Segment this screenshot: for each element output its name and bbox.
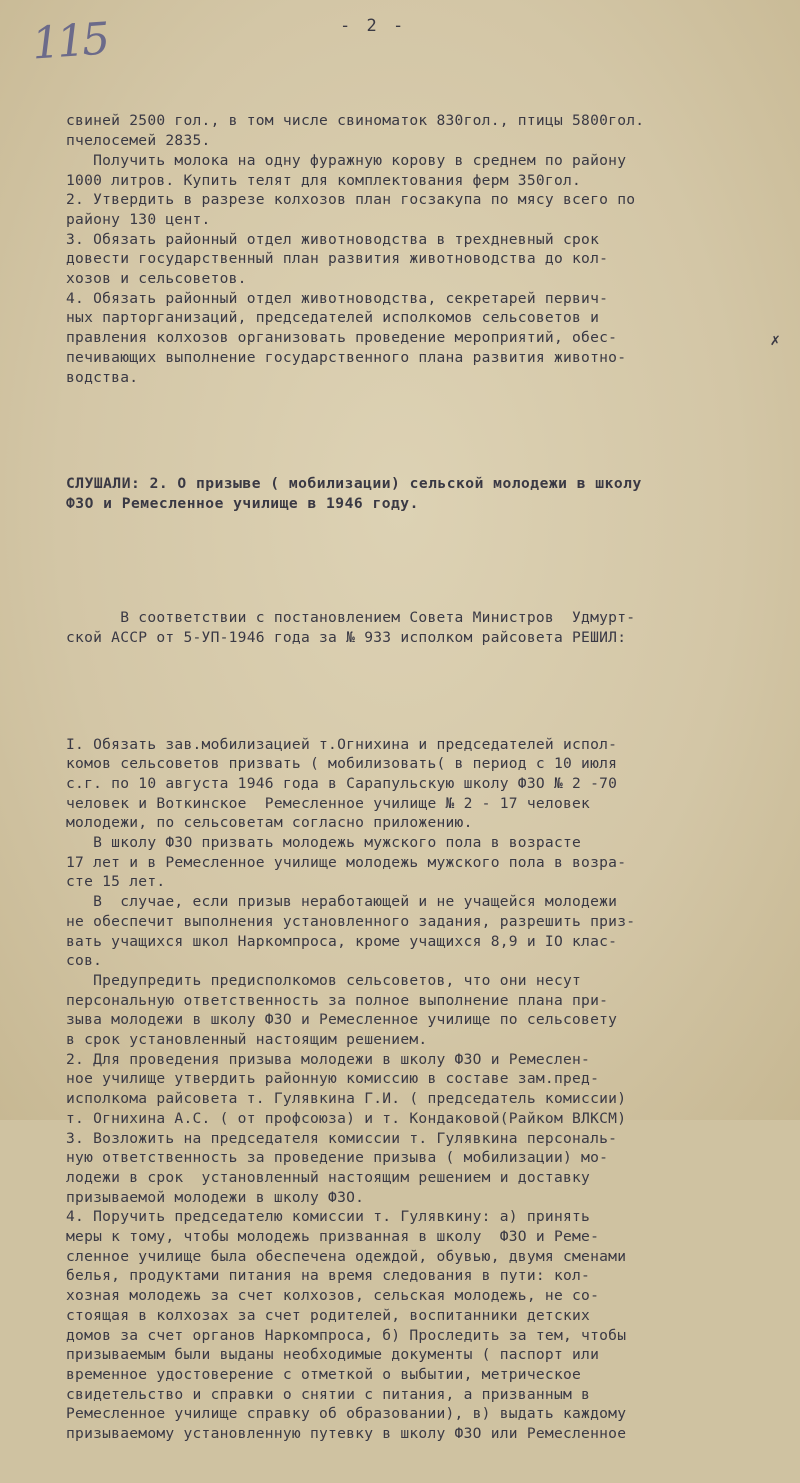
decision-points — [66, 735, 782, 1444]
heard-item-heading — [66, 474, 782, 513]
text-line: персональную ответственность за полное выполнение плана при- — [66, 991, 609, 1009]
text-line: меры к тому, чтобы молодежь призванная в школу ФЗО и Реме- — [66, 1228, 600, 1246]
text-line: 2. Утвердить в разрезе колхозов план госзакупа по мясу всего по — [66, 191, 636, 209]
text-line: не обеспечит выполнения установленного задания, разрешить приз- — [66, 912, 636, 930]
text-line: Предупредить предисполкомов сельсоветов, что они несут — [66, 971, 582, 989]
text-line: 1000 литров. Купить телят для комплектования ферм 350гол. — [66, 171, 582, 189]
text-line: 2. Для проведения призыва молодежи в школу ФЗО и Ремеслен- — [66, 1050, 591, 1068]
text-line: временное удостоверение с отметкой о выбытии, метрическое — [66, 1366, 582, 1383]
text-line: с.г. по 10 августа 1946 года в Сарапульскую школу ФЗО № 2 -70 — [66, 774, 618, 792]
text-line: исполкома райсовета т. Гулявкина Г.И. ( председатель комиссии) — [66, 1090, 627, 1108]
text-line: хозов и сельсоветов. — [66, 270, 247, 288]
decision-preamble — [66, 608, 782, 647]
text-line: 3. Возложить на председателя комиссии т. Гулявкина персональ- — [66, 1129, 618, 1147]
text-line: сте 15 лет. — [66, 873, 166, 891]
text-line: I. Обязать зав.мобилизацией т.Огнихина и председателей испол- — [66, 735, 618, 753]
text-line: человек и Воткинское Ремесленное училище № 2 - 17 человек — [66, 794, 591, 812]
text-line: 4. Обязать районный отдел животноводства, секретарей первич- — [66, 289, 609, 307]
document-body — [66, 72, 782, 1483]
text-line: ных парторганизаций, председателей исполкомов сельсоветов и — [66, 309, 600, 327]
text-line: СЛУШАЛИ: 2. О призыве ( мобилизации) сельской молодежи в школу — [66, 475, 642, 493]
text-line: лодежи в срок установленный настоящим решением и доставку — [66, 1168, 591, 1186]
text-line: Ремесленное училище справку об образовании), в) выдать каждому — [66, 1405, 627, 1423]
text-line: домов за счет органов Наркомпроса, б) Проследить за тем, чтобы — [66, 1326, 627, 1344]
text-line: т. Огнихина А.С. ( от профсоюза) и т. Кондаковой(Райком ВЛКСМ) — [66, 1109, 627, 1127]
text-line: 17 лет и в Ремесленное училище молодежь мужского пола в возра- — [66, 853, 627, 871]
text-line: в срок установленный настоящим решением. — [66, 1031, 428, 1049]
text-line: зыва молодежи в школу ФЗО и Ремесленное училище по сельсовету — [66, 1011, 618, 1029]
text-line: 4. Поручить председателю комиссии т. Гулявкину: а) принять — [66, 1208, 591, 1226]
text-line: вать учащихся школ Наркомпроса, кроме учащихся 8,9 и IO клас- — [66, 932, 618, 950]
text-line: стоящая в колхозах за счет родителей, воспитанники детских — [66, 1306, 591, 1324]
text-line: району 130 цент. — [66, 210, 211, 228]
text-line: довести государственный план развития животноводства до кол- — [66, 250, 609, 268]
handwritten-folio-number: 115 — [30, 13, 109, 70]
margin-mark: ✗ — [770, 330, 780, 349]
text-line: призываемому установленную путевку в школу ФЗО или Ремесленное — [66, 1425, 627, 1443]
text-line: 3. Обязать районный отдел животноводства в трехдневный срок — [66, 230, 600, 248]
text-line: ФЗО и Ремесленное училище в 1946 году. — [66, 494, 419, 512]
text-line: печивающих выполнение государственного плана развития животно- — [66, 348, 627, 366]
text-line: ную ответственность за проведение призыва ( мобилизации) мо- — [66, 1149, 609, 1167]
text-line: комов сельсоветов призвать ( мобилизовать( в период с 10 июля — [66, 755, 618, 773]
text-line: В случае, если призыв неработающей и не учащейся молодежи — [66, 893, 618, 911]
text-line: ской АССР от 5-УП-1946 года за № 933 исполком райсовета РЕШИЛ: — [66, 628, 627, 646]
text-line: водства. — [66, 368, 139, 386]
text-line: сов. — [66, 952, 103, 970]
text-line: В соответствии с постановлением Совета Министров Удмурт- — [66, 609, 636, 627]
text-line: молодежи, по сельсоветам согласно приложению. — [66, 814, 473, 832]
text-line: призываемым были выданы необходимые документы ( паспорт или — [66, 1346, 600, 1364]
text-line: свидетельство и справки о снятии с питания, а призванным в — [66, 1385, 591, 1403]
text-line: пчелосемей 2835. — [66, 132, 211, 150]
text-line: призываемой молодежи в школу ФЗО. — [66, 1188, 365, 1206]
text-line: В школу ФЗО призвать молодежь мужского пола в возрасте — [66, 834, 582, 852]
page-number: - 2 - — [340, 16, 407, 36]
text-line: хозная молодежь за счет колхозов, сельская молодежь, не со- — [66, 1287, 600, 1305]
livestock-plan-section — [66, 111, 782, 387]
text-line: белья, продуктами питания на время следования в пути: кол- — [66, 1267, 591, 1285]
text-line: Получить молока на одну фуражную корову в среднем по району — [66, 151, 627, 169]
text-line: ное училище утвердить районную комиссию в составе зам.пред- — [66, 1070, 600, 1088]
text-line: правления колхозов организовать проведение мероприятий, обес- — [66, 329, 618, 347]
text-line: свиней 2500 гол., в том числе свиноматок 830гол., птицы 5800гол. — [66, 112, 645, 130]
text-line: сленное училище была обеспечена одеждой, обувью, двумя сменами — [66, 1247, 627, 1265]
